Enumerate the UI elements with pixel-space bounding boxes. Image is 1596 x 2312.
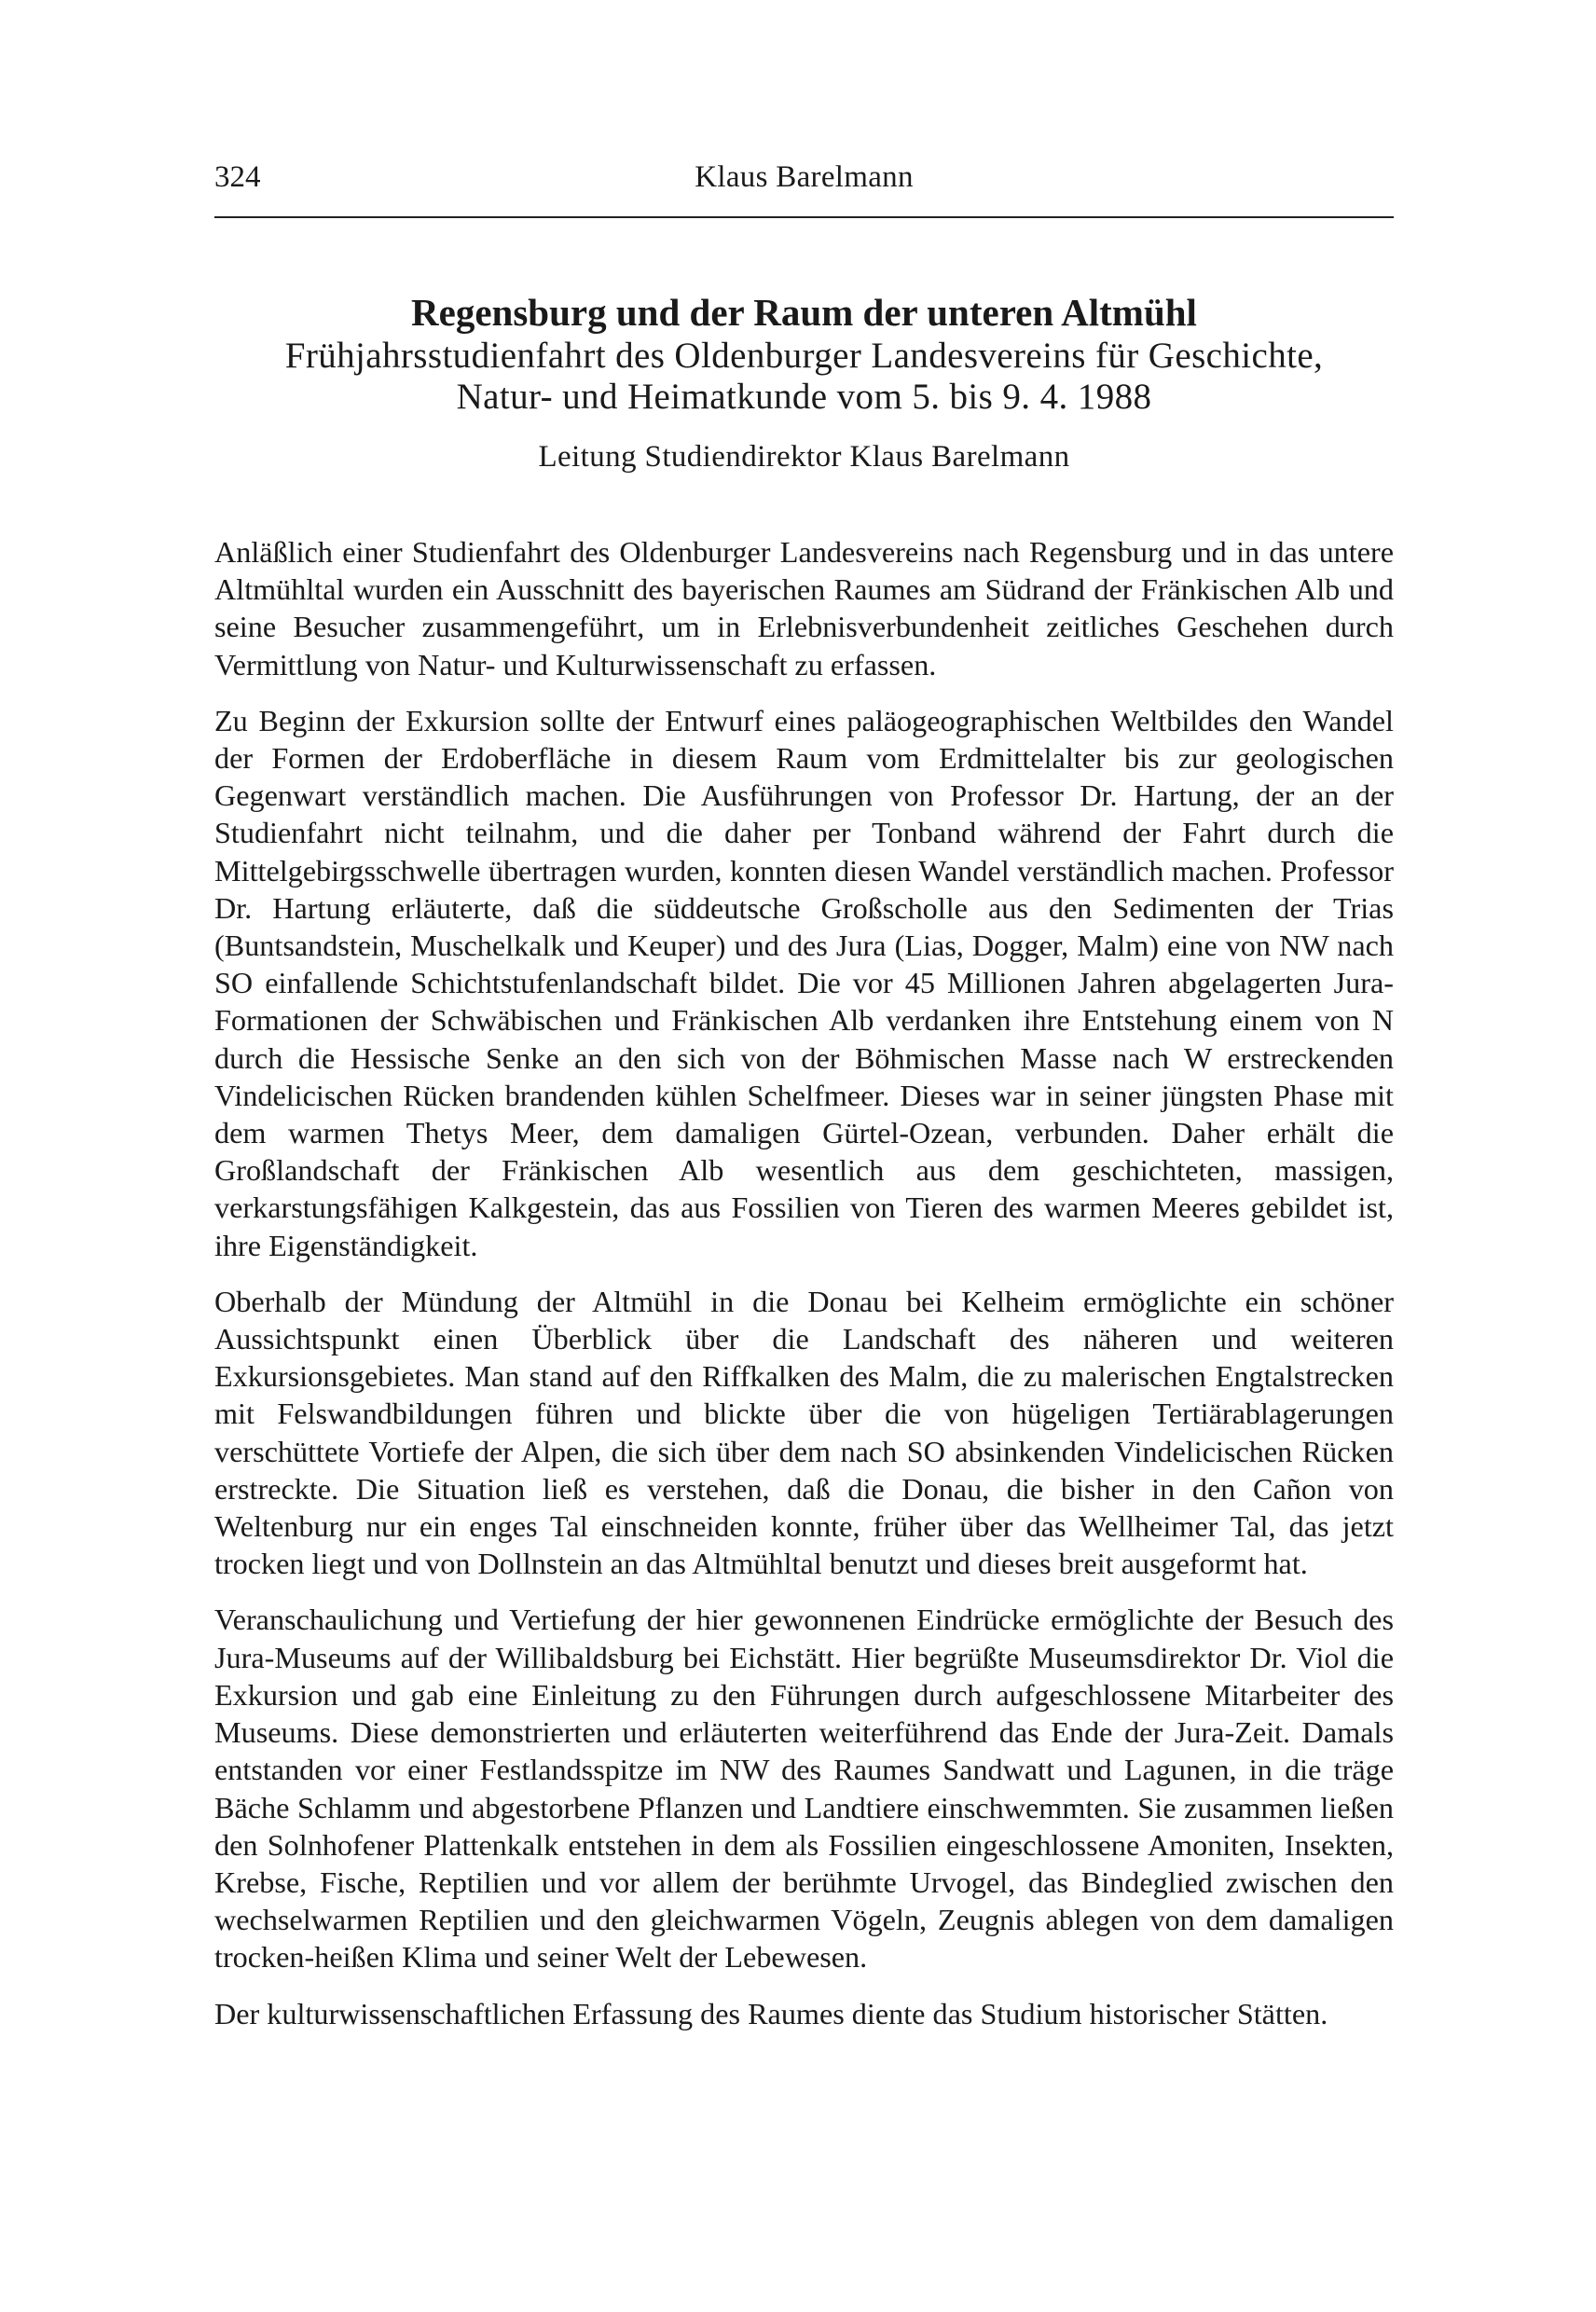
body-paragraph: Veranschaulichung und Vertiefung der hier gewonnenen Eindrücke ermöglichte der Besuch des Jura-Museums auf der Willibaldsburg bei Eichstätt. Hier begrüßte Museumsdirektor Dr. Viol die Exkursion und gab eine Einleitung zu den Führungen durch aufgeschlossene Mitarbeiter des Museums. Diese demonstrierten und erläuterten weiterführend das Ende der Jura-Zeit. Damals entstanden vor einer Festlandsspitze im NW des Raumes Sandwatt und Lagunen, in die träge Bäche Schlamm und abgestorbene Pflanzen und Landtiere einschwemmten. Sie zusammen ließen den Solnhofener Plattenkalk entstehen in dem als Fossilien eingeschlossene Amoniten, Insekten, Krebse, Fische, Reptilien und vor allem der berühmte Urvogel, das Bindeglied zwischen den wechselwarmen Reptilien und den gleichwarmen Vögeln, Zeugnis ablegen von dem damaligen trocken-heißen Klima und seiner Welt der Lebewesen.: [214, 1603, 1394, 1975]
running-head: [214, 160, 1394, 205]
article-title: Regensburg und der Raum der unteren Altmühl: [411, 291, 1197, 334]
title-block: [214, 289, 1394, 475]
article-subtitle-line-2: Natur- und Heimatkunde vom 5. bis 9. 4. 1988: [456, 377, 1152, 417]
header-rule: [214, 216, 1394, 218]
body-paragraph: Der kulturwissenschaftlichen Erfassung des Raumes diente das Studium historischer Stätten.: [214, 1996, 1328, 2030]
running-head-author: Klaus Barelmann: [695, 160, 914, 194]
body-paragraph: Oberhalb der Mündung der Altmühl in die Donau bei Kelheim ermöglichte ein schöner Aussichtspunkt einen Überblick über die Landschaft des näheren und weiteren Exkursionsgebietes. Man stand auf den Riffkalken des Malm, die zu malerischen Engtalstrecken mit Felswandbildungen führen und blickte über die von hügeligen Tertiärablagerungen verschüttete Vortiefe der Alpen, die sich über dem nach SO absinkenden Vindelicischen Rücken erstreckte. Die Situation ließ es verstehen, daß die Donau, die bisher in den Cañon von Weltenburg nur ein enges Tal einschneiden konnte, früher über das Wellheimer Tal, das jetzt trocken liegt und von Dollnstein an das Altmühltal benutzt und dieses breit ausgeformt hat.: [214, 1284, 1394, 1581]
body-paragraph: Anläßlich einer Studienfahrt des Oldenburger Landesvereins nach Regensburg und in das untere Altmühltal wurden ein Ausschnitt des bayerischen Raumes am Südrand der Fränkischen Alb und seine Besucher zusammengeführt, um in Erlebnisverbundenheit zeitliches Geschehen durch Vermittlung von Natur- und Kulturwissenschaft zu erfassen.: [214, 535, 1394, 681]
article-body: [214, 533, 1394, 2051]
leitung-line: Leitung Studiendirektor Klaus Barelmann: [538, 440, 1070, 474]
page-number: 324: [214, 160, 261, 194]
article-subtitle-line-1: Frühjahrsstudienfahrt des Oldenburger Landesvereins für Geschichte,: [284, 336, 1324, 376]
body-paragraph: Zu Beginn der Exkursion sollte der Entwurf eines paläogeographischen Weltbildes den Wandel der Formen der Erdoberfläche in diesem Raum vom Erdmittelalter bis zur geologischen Gegenwart verständlich machen. Die Ausführungen von Professor Dr. Hartung, der an der Studienfahrt nicht teilnahm, und die daher per Tonband während der Fahrt durch die Mittelgebirgsschwelle übertragen wurden, konnten diesen Wandel verständlich machen. Professor Dr. Hartung erläuterte, daß die süddeutsche Großscholle aus den Sedimenten der Trias (Buntsandstein, Muschelkalk und Keuper) und des Jura (Lias, Dogger, Malm) eine von NW nach SO einfallende Schichtstufenlandschaft bildet. Die vor 45 Millionen Jahren abgelagerten Jura-Formationen der Schwäbischen und Fränkischen Alb verdanken ihre Entstehung einem von N durch die Hessische Senke an den sich von der Böhmischen Masse nach W erstreckenden Vindelicischen Rücken brandenden kühlen Schelfmeer. Dieses war in seiner jüngsten Phase mit dem warmen Thetys Meer, dem damaligen Gürtel-Ozean, verbunden. Daher erhält die Großlandschaft der Fränkischen Alb wesentlich aus dem geschichteten, massigen, verkarstungsfähigen Kalkgestein, das aus Fossilien von Tieren des warmen Meeres gebildet ist, ihre Eigenständigkeit.: [214, 703, 1394, 1262]
